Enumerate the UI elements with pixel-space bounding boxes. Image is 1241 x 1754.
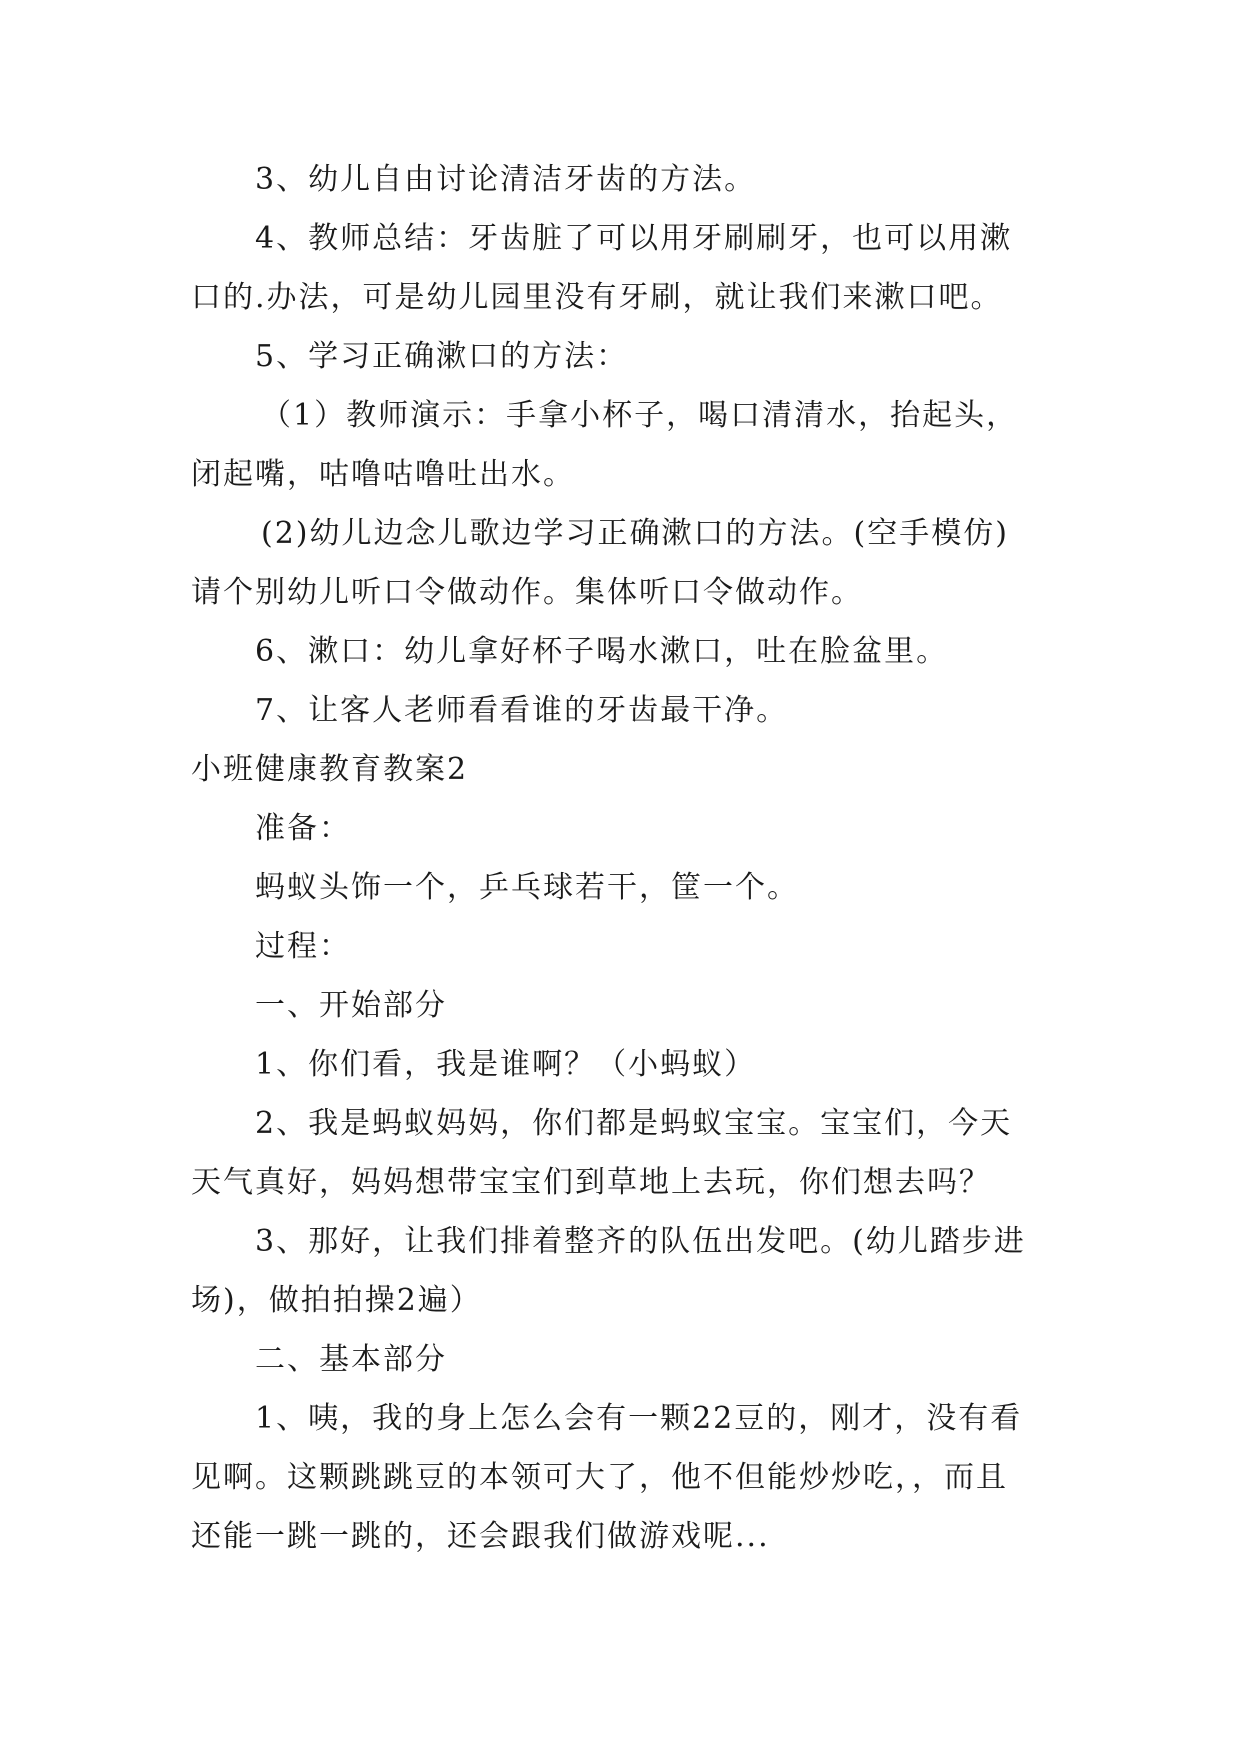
- paragraph-line: 准备：: [255, 811, 351, 846]
- paragraph-line: 2、我是蚂蚁妈妈，你们都是蚂蚁宝宝。宝宝们，今天: [255, 1106, 1013, 1141]
- paragraph-line: （1）教师演示：手拿小杯子，喝口清清水，抬起头，: [261, 398, 1019, 433]
- paragraph-line: 天气真好，妈妈想带宝宝们到草地上去玩，你们想去吗？: [191, 1165, 991, 1200]
- paragraph-line: 还能一跳一跳的，还会跟我们做游戏呢...: [191, 1519, 770, 1554]
- paragraph-line: 7、让客人老师看看谁的牙齿最干净。: [255, 693, 789, 728]
- paragraph-line: 请个别幼儿听口令做动作。集体听口令做动作。: [191, 575, 863, 610]
- paragraph-line: 蚂蚁头饰一个，乒乓球若干，筐一个。: [255, 870, 799, 905]
- paragraph-line: 4、教师总结：牙齿脏了可以用牙刷刷牙，也可以用漱: [255, 221, 1013, 256]
- paragraph-line: (2)幼儿边念儿歌边学习正确漱口的方法。(空手模仿): [261, 516, 1009, 551]
- paragraph-line: 5、学习正确漱口的方法：: [255, 339, 629, 374]
- paragraph-line: 场)，做拍拍操2遍）: [191, 1283, 482, 1318]
- paragraph-line: 一、开始部分: [255, 988, 447, 1023]
- paragraph-line: 1、你们看，我是谁啊？（小蚂蚁）: [255, 1047, 757, 1082]
- paragraph-line: 3、那好，让我们排着整齐的队伍出发吧。(幼儿踏步进: [255, 1224, 1026, 1259]
- section-title: 小班健康教育教案2: [191, 752, 469, 787]
- paragraph-line: 3、幼儿自由讨论清洁牙齿的方法。: [255, 162, 757, 197]
- paragraph-line: 口的.办法，可是幼儿园里没有牙刷，就让我们来漱口吧。: [191, 280, 1003, 315]
- paragraph-line: 二、基本部分: [255, 1342, 447, 1377]
- paragraph-line: 闭起嘴，咕噜咕噜吐出水。: [191, 457, 575, 492]
- paragraph-line: 见啊。这颗跳跳豆的本领可大了，他不但能炒炒吃，，而且: [191, 1460, 1008, 1495]
- paragraph-line: 1、咦，我的身上怎么会有一颗22豆的，刚才，没有看: [255, 1401, 1023, 1436]
- paragraph-line: 过程：: [255, 929, 351, 964]
- document-body: [191, 150, 1051, 1566]
- paragraph-line: 6、漱口：幼儿拿好杯子喝水漱口，吐在脸盆里。: [255, 634, 949, 669]
